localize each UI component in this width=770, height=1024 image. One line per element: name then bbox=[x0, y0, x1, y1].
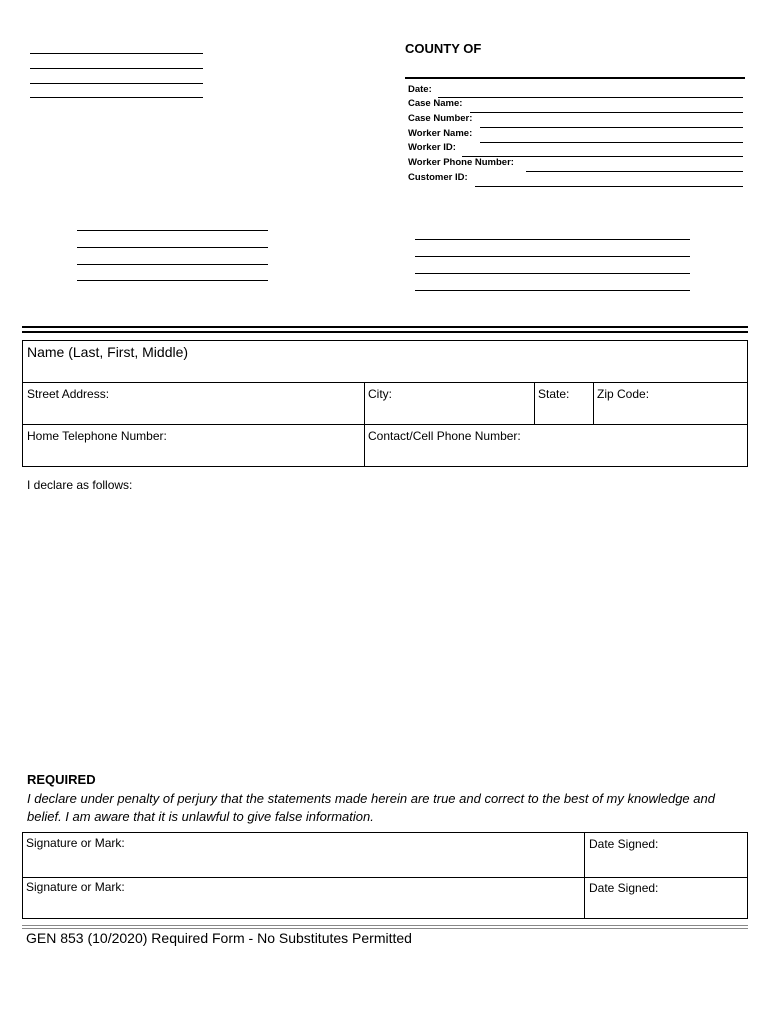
footer-rule bbox=[22, 928, 748, 929]
county-rule bbox=[405, 77, 745, 79]
cell-phone-field[interactable] bbox=[366, 426, 745, 465]
date-signed-field-1[interactable] bbox=[586, 834, 746, 875]
worker-id-label: Worker ID: bbox=[408, 142, 456, 153]
city-label: City: bbox=[368, 387, 392, 401]
county-title: COUNTY OF bbox=[405, 41, 482, 56]
name-field[interactable] bbox=[24, 342, 744, 380]
table-col-divider bbox=[593, 382, 594, 424]
name-label: Name (Last, First, Middle) bbox=[27, 344, 189, 360]
address-line[interactable] bbox=[30, 68, 203, 69]
section-divider bbox=[22, 331, 748, 333]
address-line[interactable] bbox=[77, 247, 268, 248]
required-heading: REQUIRED bbox=[27, 772, 96, 787]
form-footer: GEN 853 (10/2020) Required Form - No Substitutes Permitted bbox=[26, 930, 412, 946]
date-label: Date: bbox=[408, 84, 432, 95]
date-signed-label: Date Signed: bbox=[589, 881, 659, 895]
address-line[interactable] bbox=[30, 83, 203, 84]
address-line[interactable] bbox=[77, 230, 268, 231]
declaration-text-area[interactable] bbox=[22, 496, 748, 766]
signature-label: Signature or Mark: bbox=[26, 880, 125, 894]
address-line[interactable] bbox=[77, 280, 268, 281]
worker-name-label: Worker Name: bbox=[408, 128, 473, 139]
case-name-field[interactable] bbox=[470, 112, 743, 113]
signature-field-1[interactable] bbox=[24, 834, 582, 875]
signature-field-2[interactable] bbox=[24, 879, 582, 917]
signature-label: Signature or Mark: bbox=[26, 836, 125, 850]
address-line[interactable] bbox=[415, 239, 690, 240]
home-phone-label: Home Telephone Number: bbox=[27, 429, 167, 443]
footer-rule bbox=[22, 925, 748, 926]
worker-phone-label: Worker Phone Number: bbox=[408, 157, 514, 168]
zip-code-label: Zip Code: bbox=[597, 387, 650, 401]
street-address-field[interactable] bbox=[24, 384, 362, 422]
table-col-divider bbox=[364, 382, 365, 467]
table-col-divider bbox=[584, 832, 585, 919]
date-signed-label: Date Signed: bbox=[589, 837, 659, 851]
home-phone-field[interactable] bbox=[24, 426, 362, 465]
date-field[interactable] bbox=[438, 97, 743, 98]
address-line[interactable] bbox=[415, 256, 690, 257]
table-row-divider bbox=[22, 382, 748, 383]
worker-name-field[interactable] bbox=[480, 142, 743, 143]
address-line[interactable] bbox=[415, 290, 690, 291]
state-label: State: bbox=[538, 387, 570, 401]
table-row-divider bbox=[22, 877, 748, 878]
cell-phone-label: Contact/Cell Phone Number: bbox=[368, 429, 521, 443]
address-line[interactable] bbox=[415, 273, 690, 274]
street-address-label: Street Address: bbox=[27, 387, 110, 401]
case-number-field[interactable] bbox=[480, 127, 743, 128]
state-field[interactable] bbox=[536, 384, 591, 422]
section-divider bbox=[22, 326, 748, 328]
worker-phone-field[interactable] bbox=[526, 171, 743, 172]
address-line[interactable] bbox=[30, 53, 203, 54]
case-name-label: Case Name: bbox=[408, 98, 463, 109]
case-number-label: Case Number: bbox=[408, 113, 473, 124]
customer-id-label: Customer ID: bbox=[408, 172, 468, 183]
perjury-statement: I declare under penalty of perjury that the statements made herein are true and correct to the best of my knowledge and belief. I am aware that it is unlawful to give false information. bbox=[27, 791, 715, 824]
zip-code-field[interactable] bbox=[595, 384, 745, 422]
address-line[interactable] bbox=[77, 264, 268, 265]
date-signed-field-2[interactable] bbox=[586, 879, 746, 917]
table-col-divider bbox=[534, 382, 535, 424]
customer-id-field[interactable] bbox=[475, 186, 743, 187]
table-row-divider bbox=[22, 424, 748, 425]
declaration-intro: I declare as follows: bbox=[27, 478, 133, 492]
address-line[interactable] bbox=[30, 97, 203, 98]
city-field[interactable] bbox=[366, 384, 532, 422]
